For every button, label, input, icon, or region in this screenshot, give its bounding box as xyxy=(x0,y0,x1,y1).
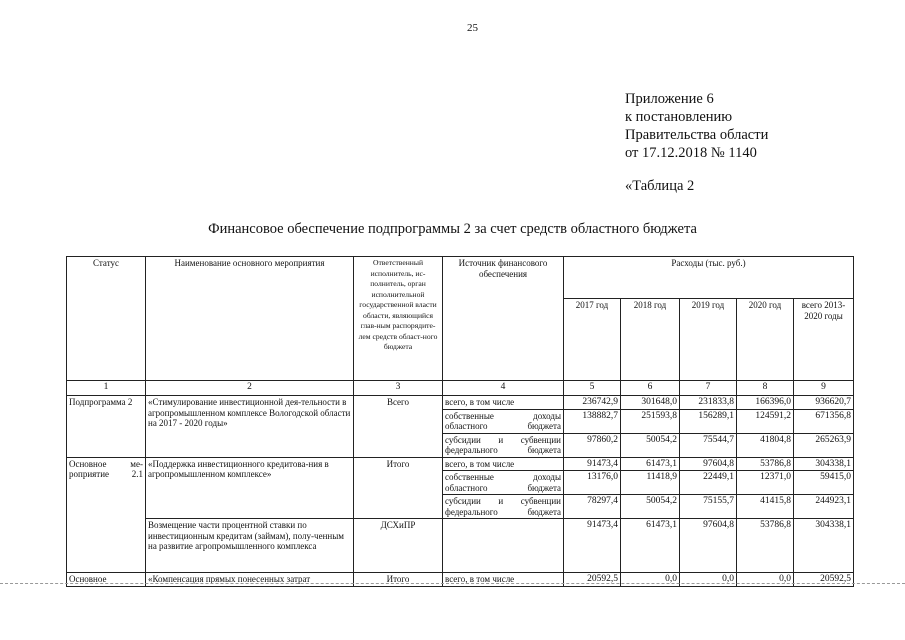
row-value: 97604,8 xyxy=(680,519,737,573)
row-value: 61473,1 xyxy=(621,519,680,573)
row-value: 53786,8 xyxy=(737,457,794,471)
row-value: 53786,8 xyxy=(737,519,794,573)
appendix-line: Правительства области xyxy=(625,127,769,143)
row-name: «Поддержка инвестиционного кредитова-ния в агропромышленном комплексе» xyxy=(146,457,354,519)
row-name: Возмещение части процентной ставки по инвестиционным кредитам (займам), полу-ченным на развитие агропромышленного комплекса xyxy=(146,519,354,573)
column-number: 2 xyxy=(146,381,354,396)
row-value: 61473,1 xyxy=(621,457,680,471)
appendix-line: от 17.12.2018 № 1140 xyxy=(625,145,757,161)
row-value: 301648,0 xyxy=(621,396,680,410)
column-number: 1 xyxy=(67,381,146,396)
row-value: 50054,2 xyxy=(621,433,680,457)
header-year: 2019 год xyxy=(680,299,737,381)
row-source: собственные доходы областного бюджета xyxy=(443,471,564,495)
row-value: 22449,1 xyxy=(680,471,737,495)
header-source: Источник финансового обеспечения xyxy=(443,257,564,381)
row-value: 231833,8 xyxy=(680,396,737,410)
appendix-line: Приложение 6 xyxy=(625,91,714,107)
row-source: всего, в том числе xyxy=(443,573,564,587)
column-number: 6 xyxy=(621,381,680,396)
row-executor: Всего xyxy=(354,396,443,458)
row-value: 91473,4 xyxy=(564,457,621,471)
row-value: 0,0 xyxy=(680,573,737,587)
page-cut-divider xyxy=(0,583,905,584)
row-value: 304338,1 xyxy=(794,457,854,471)
row-source: всего, в том числе xyxy=(443,396,564,410)
row-value: 124591,2 xyxy=(737,409,794,433)
row-value: 75544,7 xyxy=(680,433,737,457)
row-value: 41804,8 xyxy=(737,433,794,457)
column-number: 4 xyxy=(443,381,564,396)
row-value: 78297,4 xyxy=(564,495,621,519)
header-year: 2017 год xyxy=(564,299,621,381)
row-value: 75155,7 xyxy=(680,495,737,519)
row-value: 41415,8 xyxy=(737,495,794,519)
header-expenses: Расходы (тыс. руб.) xyxy=(564,257,854,299)
row-value: 936620,7 xyxy=(794,396,854,410)
row-value: 20592,5 xyxy=(794,573,854,587)
row-value: 12371,0 xyxy=(737,471,794,495)
column-number: 5 xyxy=(564,381,621,396)
appendix-block xyxy=(625,90,768,162)
row-value: 97860,2 xyxy=(564,433,621,457)
row-name: «Стимулирование инвестиционной дея-тельности в агропромышленном комплексе Вологодской области на 2017 - 2020 годы» xyxy=(146,396,354,458)
row-status: Основное ме-роприятие 2.1 xyxy=(67,457,146,573)
row-source xyxy=(443,519,564,573)
row-value: 244923,1 xyxy=(794,495,854,519)
column-number: 9 xyxy=(794,381,854,396)
row-source: собственные доходы областного бюджета xyxy=(443,409,564,433)
row-executor: ДСХиПР xyxy=(354,519,443,573)
row-value: 13176,0 xyxy=(564,471,621,495)
document-title: Финансовое обеспечение подпрограммы 2 за счет средств областного бюджета xyxy=(208,221,697,237)
column-number: 3 xyxy=(354,381,443,396)
row-value: 236742,9 xyxy=(564,396,621,410)
row-value: 166396,0 xyxy=(737,396,794,410)
header-executor: Ответственный исполнитель, ис-полнитель, орган исполнительной государственной власти области, являющийся глав-ным распорядите-лем средств област-ного бюджета xyxy=(354,257,443,381)
row-value: 20592,5 xyxy=(564,573,621,587)
row-value: 50054,2 xyxy=(621,495,680,519)
row-status: Основное xyxy=(67,573,146,587)
row-source: всего, в том числе xyxy=(443,457,564,471)
row-name: «Компенсация прямых понесенных затрат xyxy=(146,573,354,587)
header-name: Наименование основного мероприятия xyxy=(146,257,354,381)
row-value: 97604,8 xyxy=(680,457,737,471)
column-number: 7 xyxy=(680,381,737,396)
row-value: 304338,1 xyxy=(794,519,854,573)
row-value: 265263,9 xyxy=(794,433,854,457)
row-executor: Итого xyxy=(354,457,443,519)
column-number: 8 xyxy=(737,381,794,396)
row-value: 138882,7 xyxy=(564,409,621,433)
financing-table xyxy=(66,256,854,587)
row-status: Подпрограмма 2 xyxy=(67,396,146,458)
row-value: 11418,9 xyxy=(621,471,680,495)
row-source: субсидии и субвенции федерального бюджета xyxy=(443,433,564,457)
row-value: 0,0 xyxy=(737,573,794,587)
page-number: 25 xyxy=(467,22,478,34)
row-value: 91473,4 xyxy=(564,519,621,573)
row-value: 0,0 xyxy=(621,573,680,587)
row-executor: Итого xyxy=(354,573,443,587)
header-status: Статус xyxy=(67,257,146,381)
header-year: 2020 год xyxy=(737,299,794,381)
row-value: 59415,0 xyxy=(794,471,854,495)
appendix-line: к постановлению xyxy=(625,109,733,125)
row-source: субсидии и субвенции федерального бюджета xyxy=(443,495,564,519)
header-year: 2018 год xyxy=(621,299,680,381)
row-value: 671356,8 xyxy=(794,409,854,433)
row-value: 251593,8 xyxy=(621,409,680,433)
header-year-total: всего 2013-2020 годы xyxy=(794,299,854,381)
table-tag: «Таблица 2 xyxy=(625,178,695,194)
row-value: 156289,1 xyxy=(680,409,737,433)
